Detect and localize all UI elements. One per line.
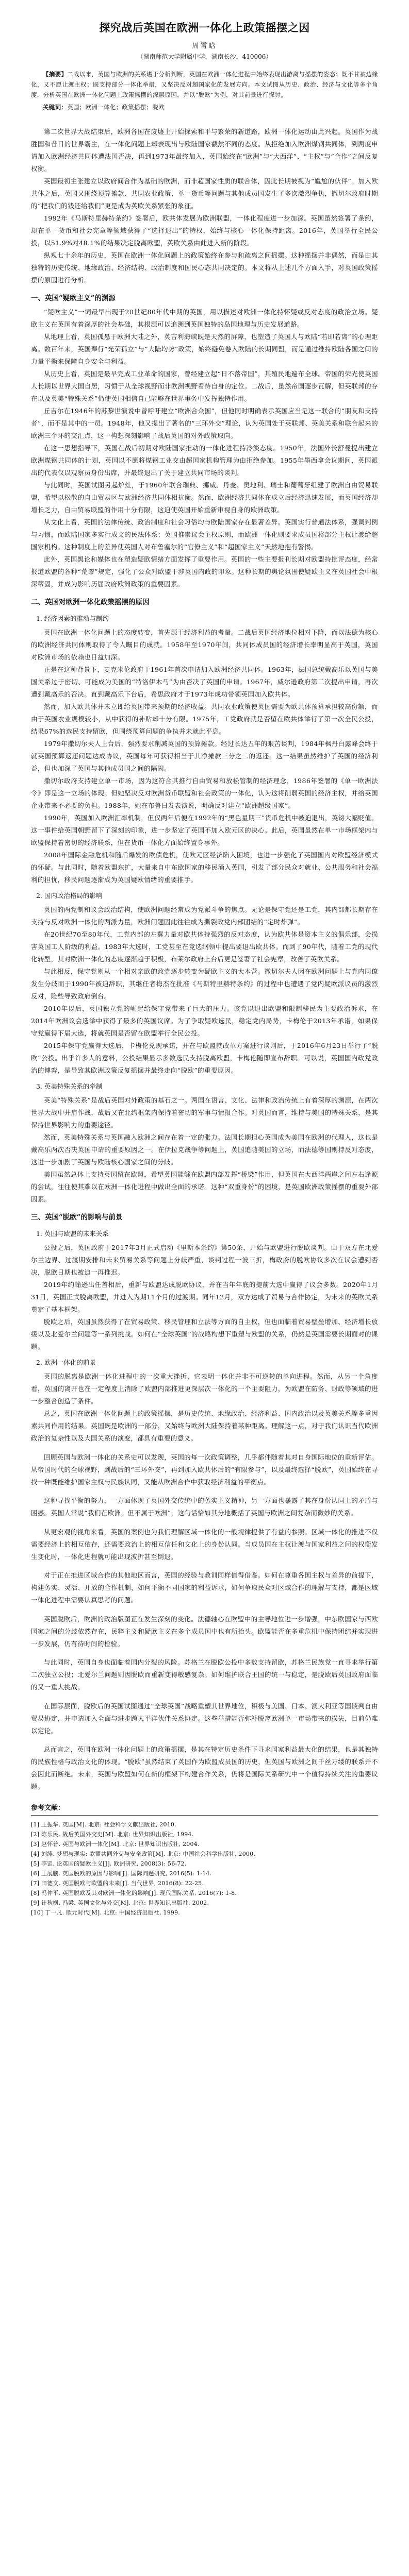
section-3-2 [31,1370,378,1445]
reference-item: [4] 刘绯. 梦想与现实: 欧盟共同外交与安全政策[M]. 北京: 中国社会科学出版社, 2000. [31,1851,255,1857]
subsection-heading: 2. 欧洲一体化的前景 [36,1359,96,1366]
body-paragraph: 2008年国际金融危机和随后爆发的欧债危机，使欧元区经济陷入困境，也进一步强化了英国国内对欧盟经济模式的怀疑。与此同时，随着欧盟东扩，大量来自中东欧国家的移民涌入英国，引发了部分民众对就业、公共服务和社会福利的担忧，移民问题逐渐成为英国疑欧情绪的重要推手。 [31,851,378,884]
body-paragraph: 1992年《马斯特里赫特条约》签署后，欧共体发展为欧洲联盟，一体化程度进一步加深。英国虽然签署了条约，却在单一货币和社会宪章等领域获得了“选择退出”的特权，始终与核心一体化保持距离。2016年，英国举行全民公投，以51.9%对48.1%的结果决定脱离欧盟，英欧关系由此进入新的阶段。 [31,214,378,247]
body-paragraph: 在20世纪70至80年代，工党内部的左翼力量对欧共体持强烈的反对态度，认为欧共体是资本主义的俱乐部，会损害英国工人阶级的利益。1983年大选时，工党甚至在竞选纲领中提出要退出欧共体。而到了90年代，随着工党的现代化转型，其对欧洲一体化的态度逐渐趋于积极，布莱尔政府上台后更是签署了社会宪章，改善了英欧关系。 [31,930,378,963]
section-heading: 三、英国“脱欧”的影响与前景 [31,1213,123,1222]
section-3-1 [31,1242,378,1353]
section-2-1 [31,626,378,886]
body-paragraph: 对于正在推进区域合作的其他地区而言，英国的经验与教训同样值得借鉴。如何在尊重各国主权与差异的前提下，构建务实、灵活、开放的合作机制，如何平衡不同国家的利益诉求，如何争取民众对区域合作的理解与支持，都是区域一体化进程中需要认真思考的问题。 [31,1571,378,1604]
body-paragraph: 1979年撒切尔夫人上台后，强烈要求削减英国的预算摊款。经过长达五年的艰苦谈判，1984年枫丹白露峰会终于就英国预算返还问题达成协议，英国每年可获得相当于其净摊款三分之二的返还。这一结果虽然维护了英国的经济利益，但也加深了英国与其他成员国之间的隔阂。 [31,740,378,772]
paper-affiliation: （湖南师范大学附属中学，湖南长沙，410006） [137,53,272,60]
reference-item: [6] 王展鹏. 英国脱欧的原因与影响[J]. 国际问题研究, 2016(5): 1-14. [31,1870,212,1877]
body-paragraph: 公投之后，英国政府于2017年3月正式启动《里斯本条约》第50条，开始与欧盟进行脱欧谈判。由于双方在北爱尔兰边界、过渡期安排和未来贸易关系等问题上分歧严重，谈判过程一波三折，梅政府的脱欧协议多次在议会遭到否决，脱欧日期也被迫一再推迟。 [31,1244,378,1276]
abstract-text: 二战以来，英国与欧洲的关系堪于分析判断，英国在欧洲一体化进程中始终表现出游离与摇摆的姿态：既不甘被边缘化，又不愿让渡主权；既支持部分一体化举措，又坚决反对超国家化的发展方向。本文试图从历史、政治、经济与文化等多个角度，分析英国在欧洲一体化问题上政策摇摆的深层原因，并以“脱欧”为例，对其前景进行探讨。 [31,71,379,98]
divider [31,1815,378,1816]
body-paragraph: 在这一思想指导下，英国在战后初期对欧陆国家推动的一体化进程持冷淡态度。1950年，法国外长舒曼提出建立欧洲煤钢共同体的计划，英国以不愿将煤钢工业交由超国家机构管理为由拒绝参加。1955年墨西拿会议期间，英国派出的代表仅以观察员身份出席，并最终退出了关于建立共同市场的谈判。 [31,444,378,477]
keywords-label: 关键词： [43,104,68,111]
section-2-3 [31,1094,378,1206]
keywords-text: 英国；欧洲一体化；政策摇摆；脱欧 [67,104,165,111]
abstract-label: 【摘要】 [43,71,68,78]
intro-section [31,126,378,286]
body-paragraph: 这种寻找平衡的努力，一方面体现了英国外交传统中的务实主义精神，另一方面也暴露了其在身份认同上的矛盾与困惑。英国人常说“我们在欧洲，但不属于欧洲”，这句话恰如其分地概括了英国与欧洲之间复杂而微妙的关系。 [31,1497,378,1517]
body-paragraph: 撒切尔政府支持建立单一市场，因为这符合其推行自由贸易和放松管制的经济理念，1986年签署的《单一欧洲法令》即是这一立场的体现。但她坚决反对欧洲货币联盟和社会政策的一体化，认为这将削弱英国的经济主权，并给英国企业带来不必要的负担。1988年，她在布鲁日发表演说，明确反对建立“欧洲超级国家”。 [31,777,378,809]
body-paragraph: 2015年保守党赢得大选后，卡梅伦兑现承诺，并在与欧盟就改革方案进行谈判后，于2016年6月23日举行了“脱欧”公投。出乎许多人的意料，公投结果显示多数选民支持脱离欧盟，卡梅伦随即宣布辞职。可以说，英国国内政党政治的博弈，是导致其欧洲政策反复摇摆并最终走向“脱欧”的重要原因。 [31,1042,378,1074]
paper-title: 探究战后英国在欧洲一体化上政策摇摆之因 [99,21,310,34]
body-paragraph: 英国最初主张建立以政府间合作为基础的欧洲，而非超国家性质的联合体，因此长期被视为“尴尬的伙伴”。加入欧共体之后，英国又围绕预算摊款、共同农业政策、单一货币等问题与其他成员国发生了多次激烈争执，撒切尔政府时期的“把我们的钱还给我们”更是成为英欧关系紧张的象征。 [31,177,378,210]
body-paragraph: 总而言之，英国在欧洲一体化问题上的政策摇摆，是其在特定历史条件下寻求国家利益最大化的结果，也是其独特的民族性格与政治文化的体现。“脱欧”虽然结束了英国作为欧盟成员国的历史，但英国与欧洲之间千丝万缕的联系并不会因此而断绝。未来，英国与欧盟如何在新的框架下构建合作关系，仍将是国际关系研究中一个值得持续关注的重要议题。 [31,1745,378,1790]
references-section [31,1802,378,1918]
subsection-heading: 2. 国内政治格局的影响 [36,892,103,900]
body-paragraph: 从地理上看，英国孤悬于欧洲大陆之外，英吉利海峡既是天然的屏障，也塑造了英国人与欧陆“若即若离”的心理距离。数百年来，英国奉行“光荣孤立”与“大陆均势”政策，始终避免卷入欧陆的长期同盟，而是通过维持欧陆各国之间的力量平衡来保障自身安全与利益。 [31,333,378,365]
references-title: 参考文献： [31,1804,65,1812]
body-paragraph: 2019年约翰逊出任首相后，重新与欧盟达成脱欧协议，并在当年年底的提前大选中赢得了议会多数。2020年1月31日，英国正式脱离欧盟，并进入为期11个月的过渡期。同年12月，双方达成了贸易与合作协定，为未来的英欧关系奠定了基本框架。 [31,1281,378,1313]
reference-item: [10] 丁一凡. 欧元时代[M]. 北京: 中国经济出版社, 1999. [31,1909,180,1916]
body-paragraph: 2010年以后，英国独立党的崛起给保守党带来了巨大的压力。该党以退出欧盟和限制移民为主要政治诉求，在2014年欧洲议会选举中获得了最多的英国议席。为了争取疑欧选民，稳定党内局势，卡梅伦于2013年承诺，如果保守党赢得下届大选，将就英国是否留在欧盟举行全民公投。 [31,1005,378,1037]
subsection-heading: 1. 英国与欧盟的未来关系 [36,1230,109,1238]
body-paragraph: 英国的脱离是欧洲一体化进程中的一次重大挫折，它表明一体化并非不可逆转的单向进程。然而，从另一个角度看，英国的离开也在一定程度上消除了欧盟内部推进更深层次一体化的一个主要阻力，为欧盟在防务、财政等领域的进一步整合创造了条件。 [31,1372,378,1405]
subsection-heading: 1. 经济因素的推动与制约 [36,615,109,622]
reference-item: [2] 陈乐民. 战后英国外交史[M]. 北京: 世界知识出版社, 1994. [31,1831,194,1838]
body-paragraph: 美国虽然总体上支持英国留在欧盟，希望英国能够在欧盟内部发挥“桥梁”作用，但英国在大西洋两岸之间左右逢源的尝试，往往使其难以在欧洲一体化进程中做出全面的承诺。这种“双重身份”的困境，是英国欧洲政策摇摆的重要外部因素。 [31,1171,378,1203]
body-paragraph: 丘吉尔在1946年的苏黎世演说中曾呼吁建立“欧洲合众国”，但他同时明确表示英国应当是这一联合的“朋友和支持者”，而不是其中的一员。1948年，他又提出了著名的“三环外交”理论，认为英国处于英联邦、英美关系和联合起来的欧洲三个环的交汇点，这一构想深刻影响了战后英国的对外政策取向。 [31,407,378,439]
body-paragraph: 与此相反，保守党则从一个相对亲欧的政党逐步转变为疑欧主义的大本营。撒切尔夫人因在欧洲问题上与党内同僚发生分歧而于1990年被迫辞职，其继任者梅杰在批准《马斯特里赫特条约》的过程中也遭遇了党内疑欧派议员的激烈反对，险些导致政府倒台。 [31,968,378,1000]
keywords [31,102,378,112]
paper-author: 周霄晗 [192,42,217,50]
reference-item: [7] 田德文. 英国脱欧与欧盟的未来[J]. 当代世界, 2016(8): 22-25. [31,1880,204,1887]
body-paragraph: 此外，英国舆论和媒体也在塑造疑欧情绪方面发挥了重要作用。英国的一些主要报刊长期对欧盟持批评态度，经常报道欧盟的各种“荒谬”规定，强化了公众对欧盟干涉英国内政的印象。这种长期的舆论氛围使疑欧主义在英国社会中根深蒂固，并成为影响历届政府欧洲政策的重要因素。 [31,555,378,588]
body-paragraph: 与此同时，英国自身也面临着国内分裂的风险。苏格兰在脱欧公投中多数支持留欧，苏格兰民族党一直寻求举行第二次独立公投；北爱尔兰问题则因脱欧而重新变得敏感复杂。如何维护联合王国的统一与稳定，是脱欧后英国政府面临的又一重大挑战。 [31,1658,378,1691]
body-paragraph: 1990年，英国加入欧洲汇率机制，但仅两年后便在1992年的“黑色星期三”货币危机中被迫退出，英镑大幅贬值。这一事件给英国朝野留下了深刻的印象，进一步坚定了英国不加入欧元区的决心。此后，英国虽然在单一市场框架内与欧盟保持着密切的经济联系，但在货币一体化方面始终置身事外。 [31,814,379,846]
reference-item: [3] 赵怀普. 英国与欧洲一体化[M]. 北京: 世界知识出版社, 2004. [31,1841,200,1848]
reference-item: [1] 王振华. 英国[M]. 北京: 社会科学文献出版社, 2010. [31,1821,176,1828]
subsection-heading: 3. 英美特殊关系的牵制 [36,1082,103,1090]
body-paragraph: 英美“特殊关系”是战后英国对外政策的基石之一。两国在语言、文化、法律和政治传统上有着深厚的渊源，在两次世界大战中并肩作战，战后又在北约框架内保持着密切的军事与情报合作。对英国而言，维持与美国的特殊关系，是其保持世界影响力的重要途径。 [31,1096,378,1129]
body-paragraph: 第二次世界大战结束后，欧洲各国在废墟上开始探索和平与繁荣的新道路，欧洲一体化运动由此兴起。英国作为战胜国和昔日的世界霸主，在一体化问题上却表现出与欧陆国家截然不同的态度。从拒绝加入欧洲煤钢共同体，到两度申请加入欧洲经济共同体遭法国否决，再到1973年最终加入，英国始终在“欧洲”与“大西洋”、“主权”与“合作”之间反复权衡。 [31,128,378,173]
body-paragraph: “疑欧主义”一词最早出现于20世纪80年代中期的英国，用以描述对欧洲一体化持怀疑或反对态度的政治立场。疑欧主义在英国有着深厚的社会基础，其根源可以追溯到英国独特的岛国地理与历史发展道路。 [31,308,378,328]
body-paragraph: 与此同时，英国试图另起炉灶，于1960年联合瑞典、挪威、丹麦、奥地利、瑞士和葡萄牙组建了欧洲自由贸易联盟，希望以松散的自由贸易区与欧洲经济共同体相抗衡。然而，欧洲经济共同体在成立后经济迅速发展，而英国经济却增长乏力，自由贸易联盟的作用十分有限，这迫使英国开始重新审视自身的欧洲政策。 [31,481,378,514]
body-paragraph: 英国脱欧后，欧洲的政治版图正在发生深刻的变化。法德轴心在欧盟中的主导地位进一步增强，中东欧国家与西欧国家之间的分歧依然存在，民粹主义和疑欧主义在多个成员国中也有所抬头。欧盟能否在多重危机中保持团结并实现进一步发展，仍有待时间的检验。 [31,1615,378,1648]
body-paragraph: 从更宏观的视角来看，英国的案例也为我们理解区域一体化的一般规律提供了有益的参照。区域一体化的推进不仅需要经济上的相互依存，还需要政治上的相互信任和文化上的身份认同。当成员国在主权让渡与国家利益之间的权衡发生变化时，一体化进程就可能出现波折甚至倒退。 [31,1528,378,1561]
body-paragraph: 然而，加入欧共体并未立即给英国带来预期的经济收益。共同农业政策使英国需要为欧共体预算承担较高份额，而由于英国农业规模较小，从中获得的补贴却十分有限。1975年，工党政府就是否留在欧共体举行了第一次全民公投，结果67%的选民支持留欧，但围绕预算问题的争执并未就此平息。 [31,703,378,735]
body-paragraph: 在国际层面，脱欧后的英国试图通过“全球英国”战略重塑其世界地位，积极与美国、日本、澳大利亚等国谈判自由贸易协定，并申请加入全面与进步跨太平洋伙伴关系协定。这些举措能否弥补脱离欧洲单一市场带来的损失，目前仍难以定论。 [31,1702,378,1735]
body-paragraph: 正是在这种背景下，麦克米伦政府于1961年首次申请加入欧洲经济共同体。1963年，法国总统戴高乐以英国与美国关系过于密切、可能成为美国的“特洛伊木马”为由否决了英国的申请。1967年，威尔逊政府第二次提出申请，再次遭到戴高乐的否决。直到戴高乐下台后，希思政府才于1973年成功带领英国加入欧共体。 [31,666,378,698]
section-heading: 二、英国对欧洲一体化政策摇摆的原因 [31,598,150,606]
closing-section [31,1451,378,1793]
body-paragraph: 总之，英国在欧洲一体化问题上的政策摇摆，是历史传统、地缘政治、经济利益、国内政治以及英美关系等多重因素共同作用的结果。英国既是欧洲的一部分，又始终与欧洲大陆保持着某种距离。理解这一点，对于我们认识当代欧洲政治的复杂性以及大国关系的演变，都具有重要的意义。 [31,1410,378,1442]
body-paragraph: 回顾英国与欧洲一体化的关系史可以发现，英国的每一次政策调整，几乎都伴随着其对自身国际地位的重新评估。从帝国时代的全球视野，到战后的“三环外交”，再到加入欧共体后的“有限参与”，以及最终选择“脱欧”，英国始终在寻找一种既能维护国家主权与民族认同，又能从欧洲合作中获取经济利益的平衡点。 [31,1453,378,1486]
reference-item: [9] 计秋枫, 冯梁. 英国文化与外交[M]. 北京: 世界知识出版社, 2002. [31,1900,209,1906]
body-paragraph: 从历史上看，英国是最早完成工业革命的国家，曾经建立起“日不落帝国”，其殖民地遍布全球。帝国的荣光使英国人长期以世界大国自居，习惯于从全球视野而非欧洲视野看待自身的定位。二战后，虽然帝国逐步瓦解，但英联邦的存在以及英美“特殊关系”仍使英国相信自己能够在世界事务中发挥独特作用。 [31,370,378,402]
body-paragraph: 英国在欧洲一体化问题上的态度转变，首先源于经济利益的考量。二战后英国经济地位相对下降，而以法德为核心的欧洲经济共同体则取得了令人瞩目的成就。1958年至1970年间，共同体成员国的经济增长率明显高于英国，英国对欧洲市场的依赖也日益加深。 [31,629,378,661]
reference-item: [5] 李罡. 论英国的疑欧主义[J]. 欧洲研究, 2008(3): 56-72. [31,1860,187,1867]
body-paragraph: 然而，英美特殊关系与英国融入欧洲之间存在着一定的张力。法国长期担心英国成为美国在欧洲的代理人，这也是戴高乐两次否决英国申请的重要原因之一。在伊拉克战争等问题上，英国追随美国的立场，而法德等国则持反对态度，这进一步加剧了英国与欧陆核心国家之间的分歧。 [31,1133,378,1166]
body-paragraph: 纵观七十余年的历史，英国在欧洲一体化问题上的政策始终在参与和疏离之间摇摆。这种摇摆并非偶然，而是由其独特的历史传统、地缘政治、经济结构、政治制度和国民心态共同决定的。本文将从上述几个方面入手，对英国政策摇摆的原因进行分析。 [31,251,378,284]
abstract [31,69,378,100]
section-1 [31,306,378,590]
section-2-2 [31,904,378,1077]
body-paragraph: 脱欧之后，英国虽然获得了在贸易政策、移民管理和立法等方面的自主权，但也面临着贸易壁垒增加、经济增长放缓以及北爱尔兰问题等一系列挑战。如何在“全球英国”的战略构想下重塑与欧盟的关系，仍然是英国需要长期面对的课题。 [31,1318,378,1350]
body-paragraph: 英国的两党制和议会政治结构，使欧洲问题经常成为党派斗争的焦点。无论是保守党还是工党，其内部都长期存在支持与反对欧洲一体化的两派力量，欧洲问题因此往往成为撕裂政党内部团结的“定时炸弹”。 [31,906,378,926]
section-heading: 一、英国“疑欧主义”的渊源 [31,294,116,302]
body-paragraph: 从文化上看，英国的法律传统、政治制度和社会习俗均与欧陆国家存在显著差异。英国实行普通法体系，强调判例与习惯，而欧陆国家多实行成文的民法体系；英国推崇议会主权原则，而欧洲一体化则要求成员国将部分主权让渡给超国家机构。这种制度上的差异使英国人对布鲁塞尔的“官僚主义”和“超国家主义”天然地抱有警惕。 [31,518,378,551]
reference-item: [8] 冯仲平. 英国脱欧及其对欧洲一体化的影响[J]. 现代国际关系, 2016(7): 1-8. [31,1890,237,1896]
